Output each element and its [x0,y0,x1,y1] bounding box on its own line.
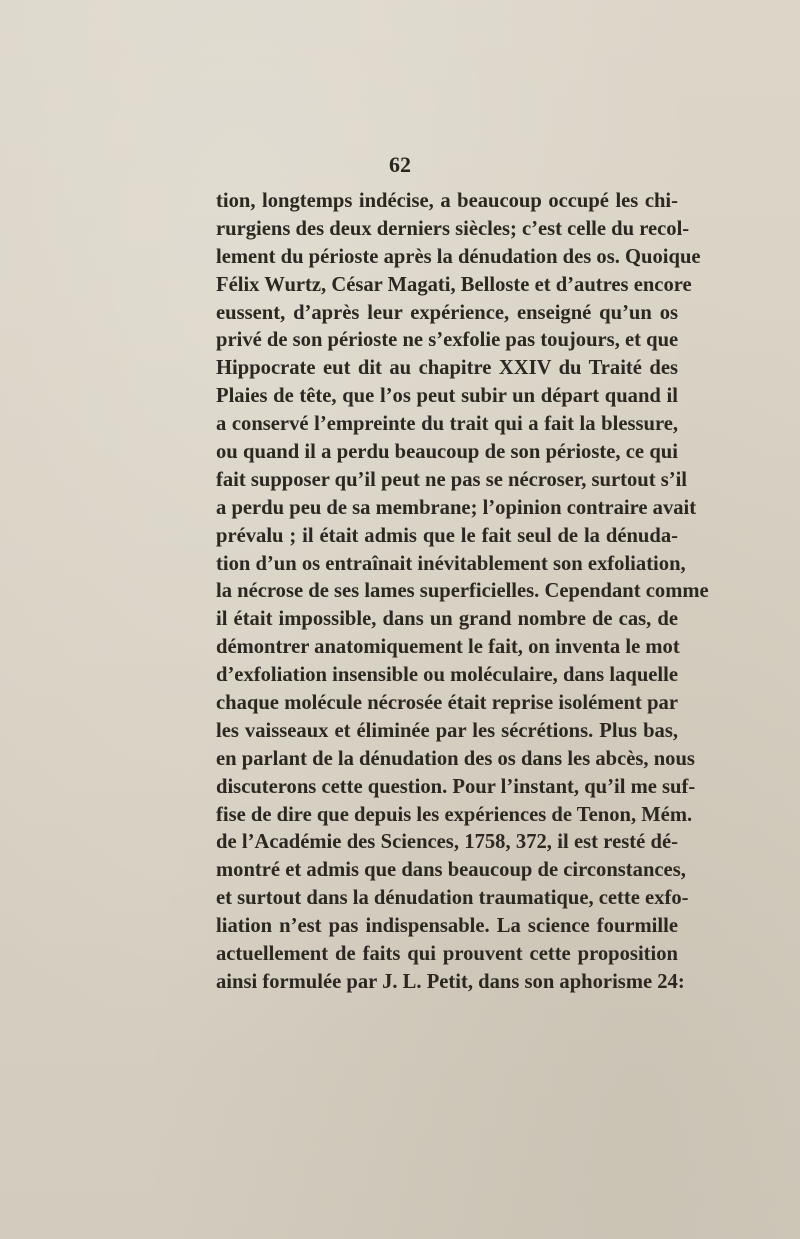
text-line: il était impossible, dans un grand nombre de cas, de [216,608,678,631]
text-line: Hippocrate eut dit au chapitre XXIV du Traité des [216,357,678,380]
text-line: tion, longtemps indécise, a beaucoup occupé les chi- [216,190,678,212]
text-line: prévalu ; il était admis que le fait seul de la dénuda- [216,524,678,547]
text-line: a conservé l’empreinte du trait qui a fait la blessure, [216,413,678,436]
text-line: d’exfoliation insensible ou moléculaire, dans laquelle [216,664,678,687]
text-line: tion d’un os entraînait inévitablement son exfoliation, [216,552,686,575]
text-line: lement du périoste après la dénudation des os. Quoique [216,245,701,268]
text-line: Plaies de tête, que l’os peut subir un départ quand il [216,385,678,408]
text-line: Félix Wurtz, César Magati, Belloste et d’autres encore [216,273,692,296]
text-line: démontrer anatomiquement le fait, on inventa le mot [216,636,680,659]
text-line: actuellement de faits qui prouvent cette proposition [216,943,678,966]
text-line: a perdu peu de sa membrane; l’opinion contraire avait [216,496,697,519]
text-line: fise de dire que depuis les expériences de Tenon, Mém. [216,803,693,826]
text-line: en parlant de la dénudation des os dans les abcès, nous [216,747,695,770]
text-line: eussent, d’après leur expérience, enseigné qu’un os [216,301,678,324]
text-line: chaque molécule nécrosée était reprise isolément par [216,692,678,715]
text-line: ou quand il a perdu beaucoup de son périoste, ce qui [216,441,678,464]
body-text [216,188,709,997]
text-line: discuterons cette question. Pour l’instant, qu’il me suf- [216,775,696,798]
text-line: fait supposer qu’il peut ne pas se nécroser, surtout s’il [216,468,688,491]
text-line: liation n’est pas indispensable. La science fourmille [216,915,678,938]
text-line: la nécrose de ses lames superficielles. Cependant comme [216,580,709,603]
text-line: et surtout dans la dénudation traumatique, cette exfo- [216,887,689,910]
text-line: de l’Académie des Sciences, 1758, 372, il est resté dé- [216,831,678,854]
text-line: rurgiens des deux derniers siècles; c’est celle du recol- [216,217,690,240]
text-line: les vaisseaux et éliminée par les sécrétions. Plus bas, [216,719,678,742]
text-line: ainsi formulée par J. L. Petit, dans son aphorisme 24: [216,970,685,993]
text-line: montré et admis que dans beaucoup de circonstances, [216,859,686,882]
page-number: 62 [389,152,411,177]
text-line: privé de son périoste ne s’exfolie pas toujours, et que [216,329,679,352]
